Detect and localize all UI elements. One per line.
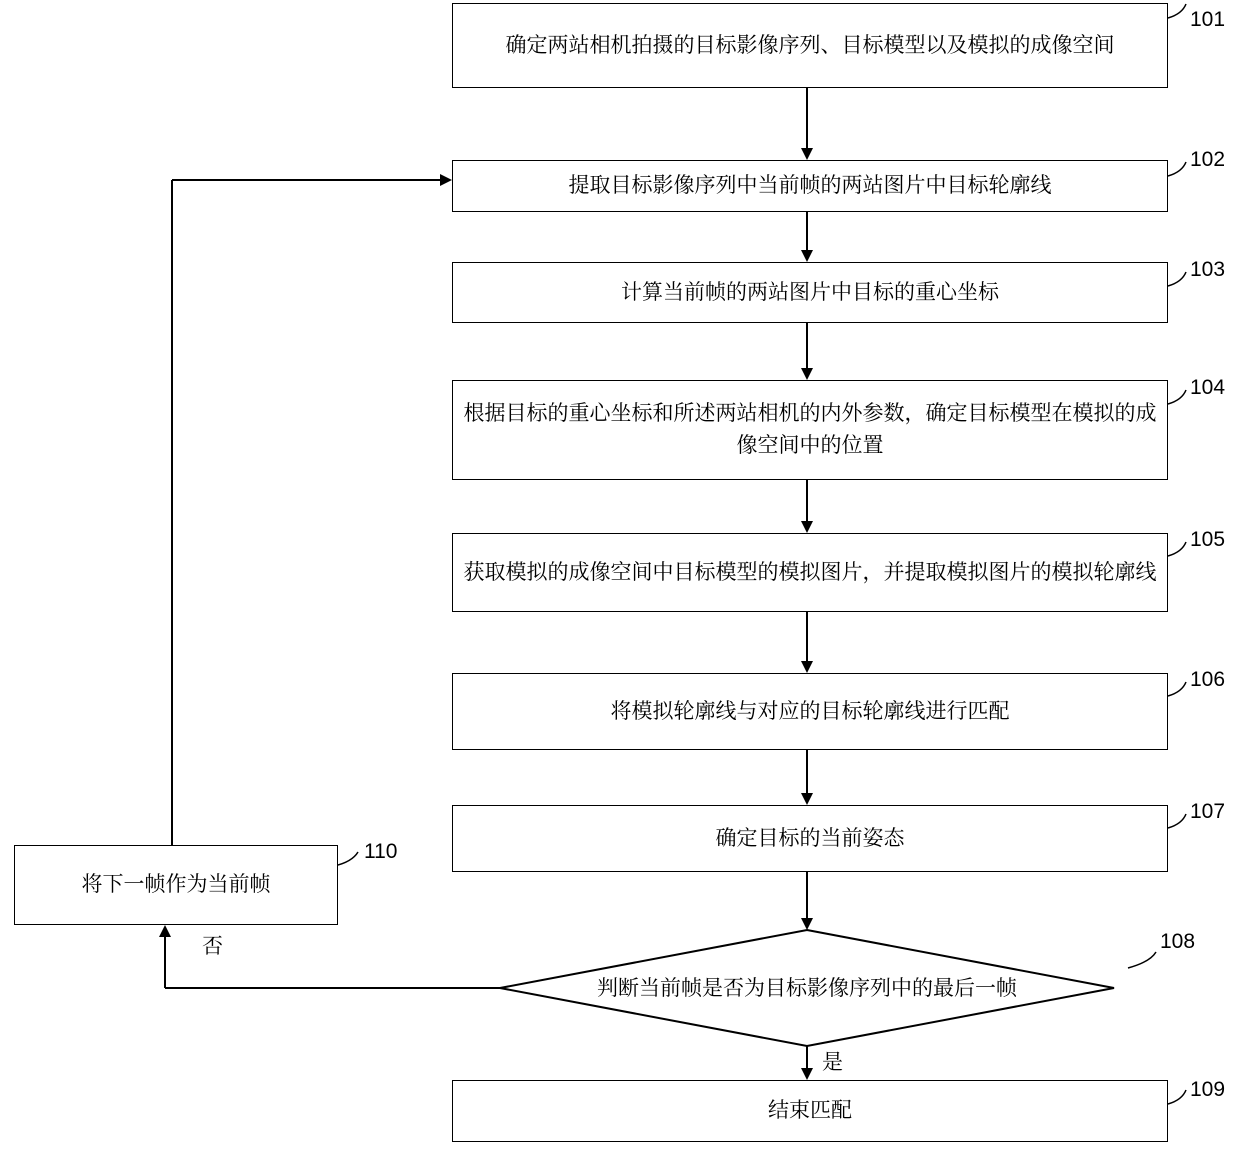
node-label: 获取模拟的成像空间中目标模型的模拟图片，并提取模拟图片的模拟轮廓线	[463, 560, 1157, 584]
node-ref-107: 107	[1190, 800, 1226, 823]
node-label: 判断当前帧是否为目标影像序列中的最后一帧	[597, 976, 1017, 1000]
node-label: 提取目标影像序列中当前帧的两站图片中目标轮廓线	[568, 174, 1052, 197]
process-node-110[interactable]	[14, 845, 338, 925]
process-node-107[interactable]	[452, 805, 1168, 872]
node-label: 确定目标的当前姿态	[715, 826, 905, 850]
node-ref-104: 104	[1190, 376, 1226, 399]
node-label: 结束匹配	[768, 1099, 852, 1122]
process-node-101[interactable]	[452, 3, 1168, 88]
edge-label-yes: 是	[822, 1051, 843, 1074]
node-label: 将下一帧作为当前帧	[81, 873, 271, 896]
node-ref-101: 101	[1190, 8, 1226, 31]
process-node-106[interactable]	[452, 673, 1168, 750]
process-node-103[interactable]	[452, 262, 1168, 323]
process-node-109[interactable]	[452, 1080, 1168, 1142]
node-ref-108: 108	[1160, 930, 1196, 953]
node-ref-110: 110	[364, 840, 398, 863]
node-ref-106: 106	[1190, 668, 1226, 691]
process-node-105[interactable]	[452, 533, 1168, 612]
node-label: 将模拟轮廓线与对应的目标轮廓线进行匹配	[610, 699, 1010, 723]
node-ref-103: 103	[1190, 258, 1226, 281]
node-label: 计算当前帧的两站图片中目标的重心坐标	[621, 280, 999, 304]
node-ref-105: 105	[1190, 528, 1226, 551]
decision-node-108[interactable]	[500, 930, 1114, 1046]
edge-label-no: 否	[202, 935, 223, 958]
node-label: 根据目标的重心坐标和所述两站相机的内外参数，确定目标模型在模拟的成像空间中的位置	[463, 402, 1157, 457]
node-label: 确定两站相机拍摄的目标影像序列、目标模型以及模拟的成像空间	[505, 33, 1115, 57]
node-ref-109: 109	[1190, 1078, 1226, 1101]
node-ref-102: 102	[1190, 148, 1226, 171]
process-node-102[interactable]	[452, 160, 1168, 212]
process-node-104[interactable]	[452, 380, 1168, 480]
